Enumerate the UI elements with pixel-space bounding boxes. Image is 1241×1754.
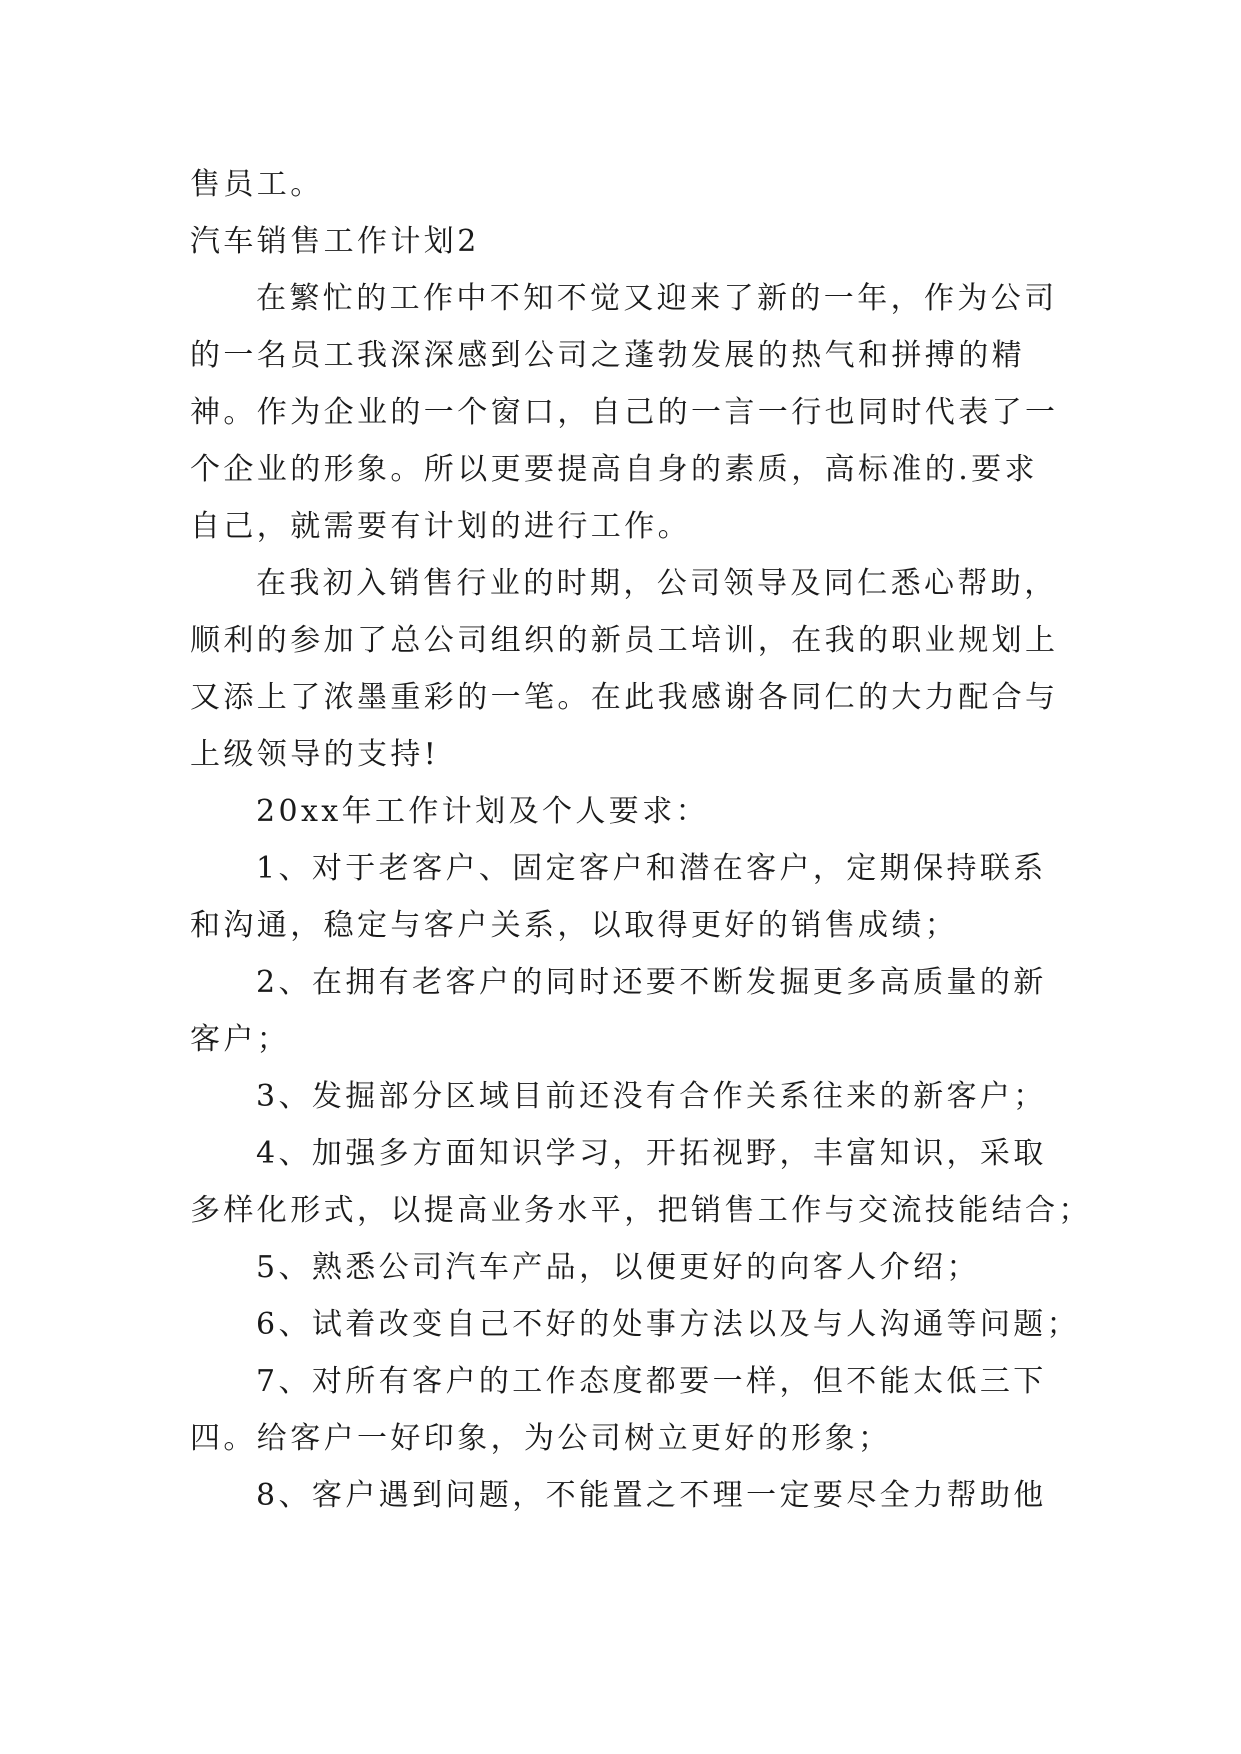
- list-item-continuation: 客户；: [190, 1022, 291, 1057]
- list-item: 8、客户遇到问题，不能置之不理一定要尽全力帮助他: [256, 1478, 1047, 1513]
- list-item: 1、对于老客户、固定客户和潜在客户，定期保持联系: [256, 851, 1047, 886]
- text-line: 售员工。: [190, 167, 324, 202]
- text-line: 在繁忙的工作中不知不觉又迎来了新的一年，作为公司: [256, 281, 1058, 316]
- list-item: 7、对所有客户的工作态度都要一样，但不能太低三下: [256, 1364, 1047, 1399]
- list-heading: 20xx年工作计划及个人要求：: [256, 794, 710, 829]
- text-line: 的一名员工我深深感到公司之蓬勃发展的热气和拼搏的精: [190, 338, 1025, 373]
- text-line: 自己，就需要有计划的进行工作。: [190, 509, 691, 544]
- text-line: 上级领导的支持!: [190, 737, 440, 772]
- text-line: 又添上了浓墨重彩的一笔。在此我感谢各同仁的大力配合与: [190, 680, 1059, 715]
- text-line: 个企业的形象。所以更要提高自身的素质，高标准的.要求: [190, 452, 1038, 487]
- list-item: 4、加强多方面知识学习，开拓视野，丰富知识，采取: [256, 1136, 1047, 1171]
- list-item: 2、在拥有老客户的同时还要不断发掘更多高质量的新: [256, 965, 1047, 1000]
- list-item: 5、熟悉公司汽车产品，以便更好的向客人介绍；: [256, 1250, 980, 1285]
- list-item: 3、发掘部分区域目前还没有合作关系往来的新客户；: [256, 1079, 1047, 1114]
- document-body: [190, 156, 1092, 1524]
- list-item-continuation: 多样化形式，以提高业务水平，把销售工作与交流技能结合；: [190, 1193, 1092, 1228]
- text-line: 在我初入销售行业的时期，公司领导及同仁悉心帮助，: [256, 566, 1058, 601]
- list-item: 6、试着改变自己不好的处事方法以及与人沟通等问题；: [256, 1307, 1081, 1342]
- text-line: 顺利的参加了总公司组织的新员工培训，在我的职业规划上: [190, 623, 1059, 658]
- list-item-continuation: 和沟通，稳定与客户关系，以取得更好的销售成绩；: [190, 908, 959, 943]
- section-heading: 汽车销售工作计划2: [190, 224, 480, 259]
- list-item-continuation: 四。给客户一好印象，为公司树立更好的形象；: [190, 1421, 892, 1456]
- text-line: 神。作为企业的一个窗口，自己的一言一行也同时代表了一: [190, 395, 1059, 430]
